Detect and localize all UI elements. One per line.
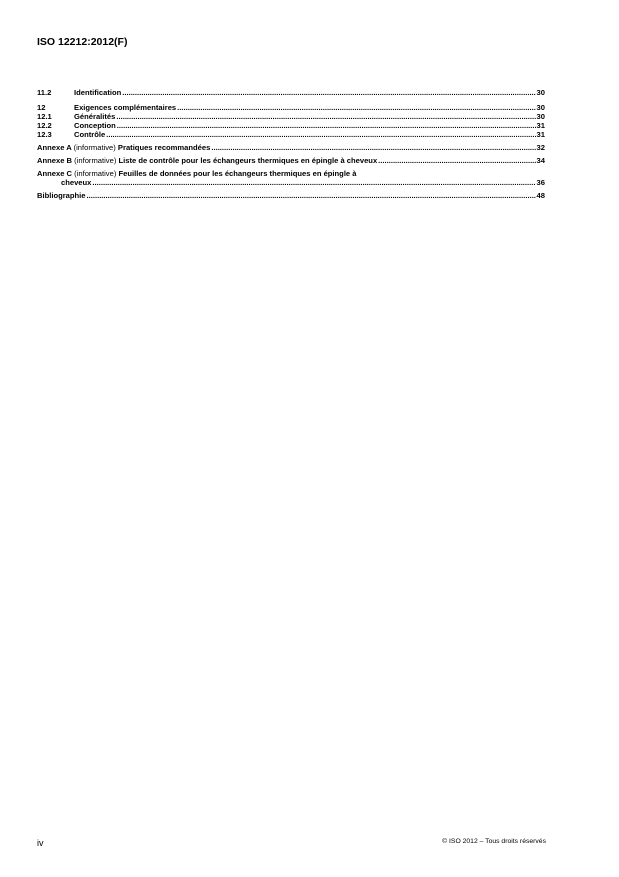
toc-page: 31 — [536, 130, 545, 139]
toc-title: Pratiques recommandées — [117, 143, 211, 152]
toc-entry-12-2[interactable] — [37, 121, 545, 130]
toc-number: 11.2 — [37, 88, 52, 97]
document-header: ISO 12212:2012(F) — [37, 36, 128, 48]
toc-number: 12 — [37, 103, 46, 112]
annex-label: Annexe B — [37, 156, 73, 165]
toc-title: Bibliographie — [37, 191, 86, 200]
annex-label: Annexe C — [37, 169, 73, 178]
toc-page: 48 — [536, 191, 545, 200]
toc-entry-12-1[interactable] — [37, 112, 545, 121]
annex-kind: (informative) — [73, 143, 116, 152]
toc-title: Généralités — [74, 112, 116, 121]
toc-leader-dots — [92, 178, 535, 187]
toc-title-continued: cheveux — [61, 178, 92, 187]
annex-kind: (informative) — [74, 169, 117, 178]
annex-kind: (informative) — [74, 156, 117, 165]
toc-title: Conception — [74, 121, 116, 130]
toc-leader-dots — [122, 88, 535, 97]
toc-entry-bibliography[interactable] — [37, 191, 545, 200]
toc-leader-dots — [116, 112, 535, 121]
toc-number: 12.3 — [37, 130, 52, 139]
toc-entry-annex-b[interactable] — [37, 156, 545, 165]
toc-entry-12[interactable] — [37, 103, 545, 112]
toc-page: 30 — [536, 88, 545, 97]
toc-page: 32 — [536, 143, 545, 152]
toc-page: 34 — [536, 156, 545, 165]
toc-leader-dots — [87, 191, 536, 200]
toc-number: 12.2 — [37, 121, 52, 130]
copyright-notice: © ISO 2012 – Tous droits réservés — [442, 838, 546, 845]
toc-entry-annex-a[interactable] — [37, 143, 545, 152]
toc-page: 36 — [536, 178, 545, 187]
toc-number: 12.1 — [37, 112, 52, 121]
page-number: iv — [37, 838, 44, 848]
toc-page: 30 — [536, 112, 545, 121]
toc-leader-dots — [117, 121, 536, 130]
table-of-contents — [37, 88, 545, 200]
toc-leader-dots — [378, 156, 535, 165]
toc-leader-dots — [177, 103, 535, 112]
toc-leader-dots — [211, 143, 535, 152]
toc-title: Identification — [74, 88, 122, 97]
toc-entry-11-2[interactable] — [37, 88, 545, 97]
toc-page: 31 — [536, 121, 545, 130]
annex-label: Annexe A — [37, 143, 72, 152]
toc-title: Contrôle — [74, 130, 106, 139]
toc-entry-12-3[interactable] — [37, 130, 545, 139]
toc-page: 30 — [536, 103, 545, 112]
toc-entry-annex-c[interactable] — [37, 169, 545, 187]
toc-title: Feuilles de données pour les échangeurs thermiques en épingle à — [118, 169, 357, 178]
toc-leader-dots — [106, 130, 535, 139]
toc-title: Liste de contrôle pour les échangeurs thermiques en épingle à cheveux — [118, 156, 378, 165]
toc-title: Exigences complémentaires — [74, 103, 177, 112]
